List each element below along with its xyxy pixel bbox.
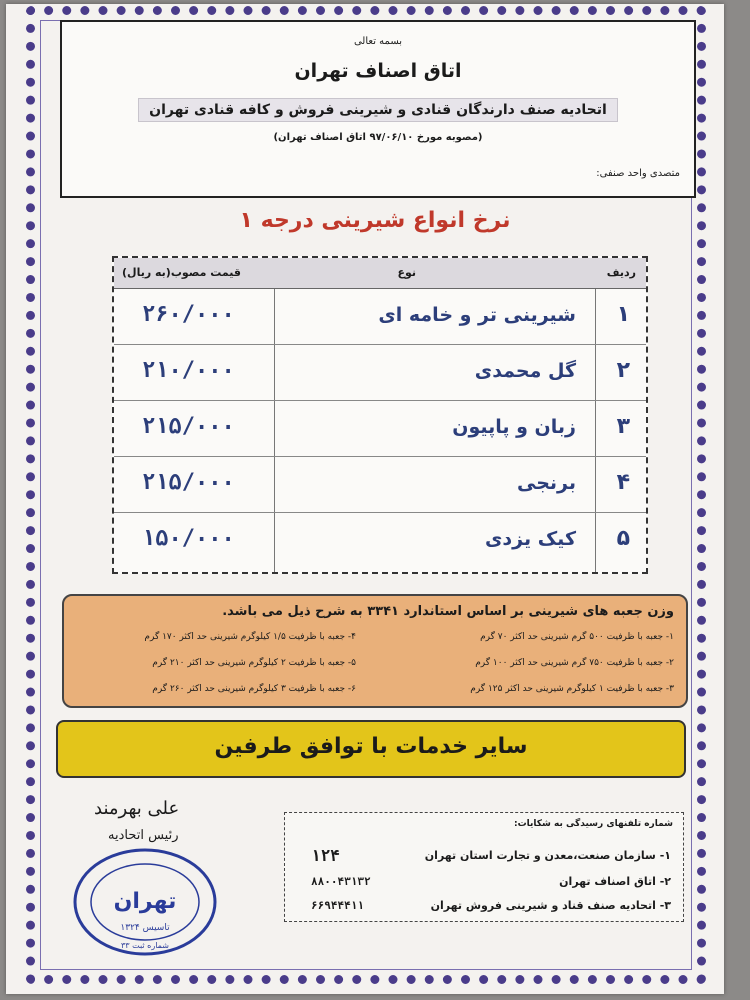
row-price: ۲۱۵/۰۰۰ bbox=[142, 414, 235, 439]
complaint-number: ۶۶۹۴۴۴۱۱ bbox=[311, 899, 364, 912]
row-type: گل محمدی bbox=[474, 360, 576, 382]
complaints-box bbox=[284, 812, 684, 922]
table-header bbox=[114, 258, 646, 289]
complaint-label: ۳- اتحادیه صنف قناد و شیرینی فروش تهران bbox=[430, 899, 671, 912]
weight-item: ۳- جعبه با ظرفیت ۱ کیلوگرم شیرینی حد اکثر ۱۲۵ گرم bbox=[470, 684, 674, 694]
signature-role: رئیس اتحادیه bbox=[108, 828, 179, 843]
complaint-row bbox=[285, 899, 683, 921]
row-type: برنجی bbox=[516, 472, 576, 494]
union-seal-stamp bbox=[70, 842, 220, 962]
header-rank: ردیف bbox=[606, 266, 636, 279]
seal-registration: شماره ثبت ۳۳ bbox=[121, 941, 169, 950]
table-row bbox=[114, 512, 646, 568]
weight-item: ۱- جعبه با ظرفیت ۵۰۰ گرم شیرینی حد اکثر ۷۰ گرم bbox=[480, 632, 674, 642]
row-rank: ۴ bbox=[616, 470, 630, 495]
table-row bbox=[114, 400, 646, 457]
table-row bbox=[114, 344, 646, 401]
complaints-title: شماره تلفنهای رسیدگی به شکایات: bbox=[513, 819, 673, 829]
complaint-number: ۸۸۰۰۴۳۱۳۲ bbox=[311, 875, 371, 888]
row-rank: ۱ bbox=[616, 302, 630, 327]
org-title: اتاق اصناف تهران bbox=[294, 60, 462, 82]
row-type: کیک یزدی bbox=[485, 528, 576, 550]
row-rank: ۳ bbox=[616, 414, 630, 439]
row-price: ۱۵۰/۰۰۰ bbox=[142, 526, 235, 551]
union-title: اتحادیه صنف دارندگان قنادی و شیرینی فروش و کافه قنادی تهران bbox=[138, 98, 618, 122]
row-rank: ۵ bbox=[616, 526, 630, 551]
services-text: سایر خدمات با توافق طرفین bbox=[214, 734, 528, 759]
complaint-row bbox=[285, 846, 683, 871]
unit-owner-label: متصدی واحد صنفی: bbox=[596, 168, 680, 179]
price-table bbox=[112, 256, 648, 574]
row-rank: ۲ bbox=[616, 358, 630, 383]
header-price: قیمت مصوب(به ریال) bbox=[122, 266, 241, 279]
table-row bbox=[114, 288, 646, 345]
services-banner bbox=[56, 720, 686, 778]
signature-name: علی بهرمند bbox=[94, 798, 180, 819]
table-row bbox=[114, 456, 646, 513]
complaint-row bbox=[285, 875, 683, 897]
row-price: ۲۶۰/۰۰۰ bbox=[142, 302, 235, 327]
row-price: ۲۱۵/۰۰۰ bbox=[142, 470, 235, 495]
weight-item: ۵- جعبه با ظرفیت ۲ کیلوگرم شیرینی حد اکثر ۲۱۰ گرم bbox=[152, 658, 356, 668]
weight-item: ۴- جعبه با ظرفیت ۱/۵ کیلوگرم شیرینی حد اکثر ۱۷۰ گرم bbox=[144, 632, 356, 642]
header-type: نوع bbox=[397, 266, 416, 279]
header-box bbox=[60, 20, 696, 198]
weight-title: وزن جعبه های شیرینی بر اساس استاندارد ۳۳۴۱ به شرح ذیل می باشد. bbox=[222, 604, 674, 619]
price-list-title: نرخ انواع شیرینی درجه ۱ bbox=[239, 208, 511, 233]
row-price: ۲۱۰/۰۰۰ bbox=[142, 358, 235, 383]
complaint-number: ۱۲۴ bbox=[311, 846, 340, 865]
bismillah: بسمه تعالی bbox=[353, 36, 403, 47]
weight-item: ۶- جعبه با ظرفیت ۳ کیلوگرم شیرینی حد اکثر ۲۶۰ گرم bbox=[152, 684, 356, 694]
weight-item: ۲- جعبه با ظرفیت ۷۵۰ گرم شیرینی حد اکثر ۱۰۰ گرم bbox=[475, 658, 674, 668]
approval-note: (مصوبه مورخ ۹۷/۰۶/۱۰ اتاق اصناف تهران) bbox=[273, 132, 483, 143]
row-type: زبان و پاپیون bbox=[452, 416, 576, 438]
row-type: شیرینی تر و خامه ای bbox=[378, 304, 576, 326]
union-title-wrap bbox=[62, 98, 694, 122]
complaint-label: ۱- سازمان صنعت،معدن و تجارت استان تهران bbox=[424, 849, 671, 862]
box-weight-standards bbox=[62, 594, 688, 708]
seal-founded: تاسیس ۱۳۲۴ bbox=[120, 923, 170, 933]
complaint-label: ۲- اتاق اصناف تهران bbox=[559, 875, 671, 888]
seal-city: تهران bbox=[113, 889, 177, 914]
